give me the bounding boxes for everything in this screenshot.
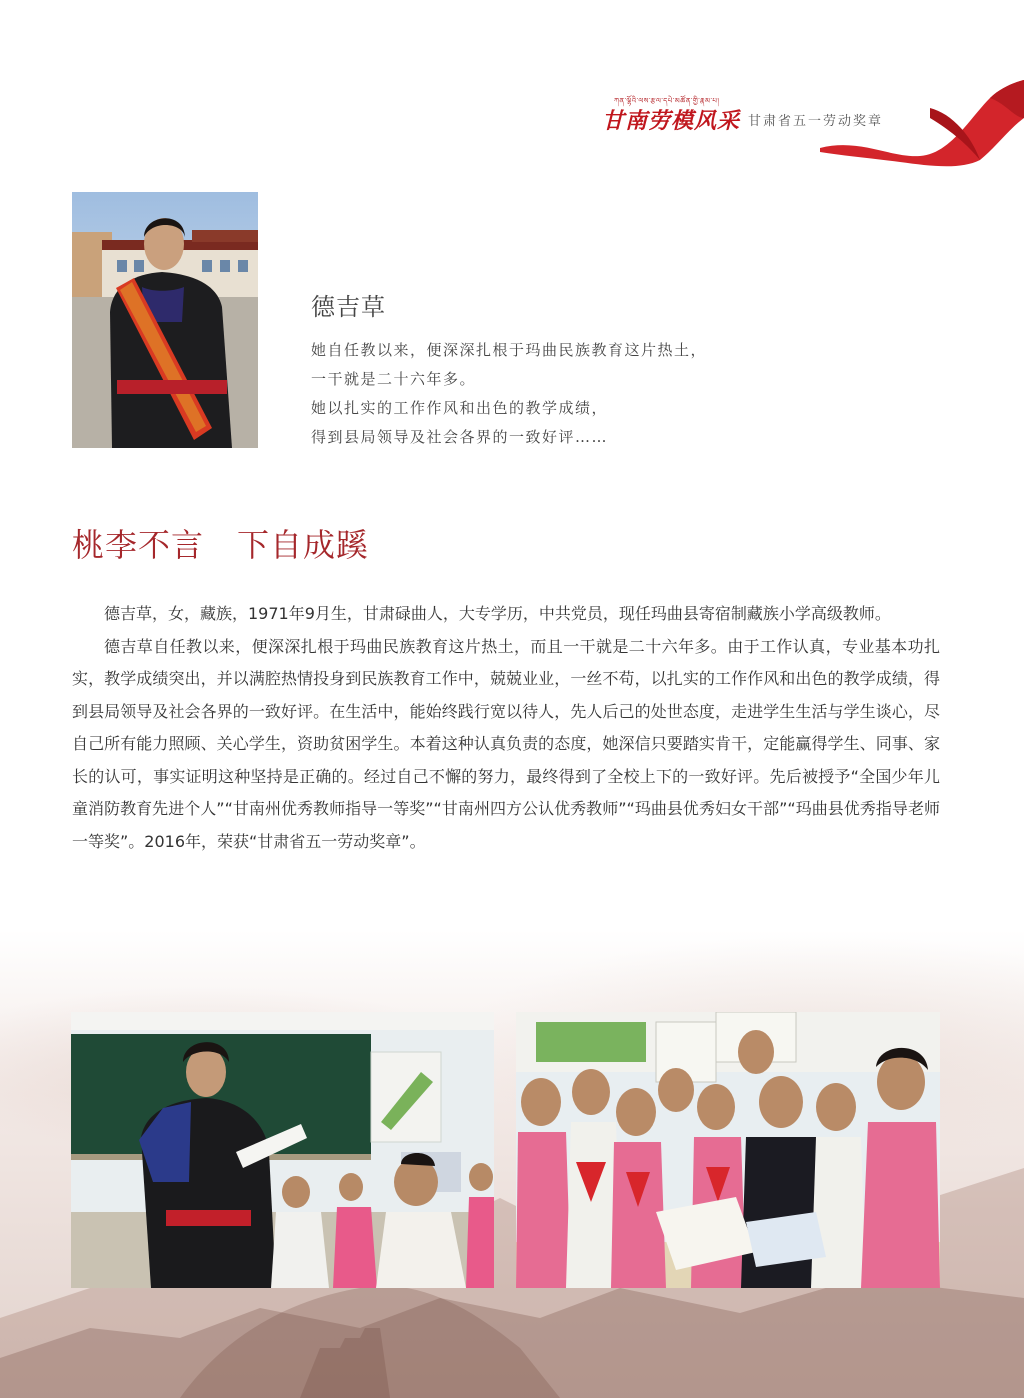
intro-summary [311, 336, 707, 452]
intro-line: 她以扎实的工作作风和出色的教学成绩， [311, 399, 609, 417]
body-paragraph: 德吉草自任教以来，便深深扎根于玛曲民族教育这片热土，而且一干就是二十六年多。由于工作认真，专业基本功扎实，教学成绩突出，并以满腔热情投身到民族教育工作中，兢兢业业，一丝不苟，以扎实的工作作风和出色的教学成绩，得到县局领导及社会各界的一致好评。在生活中，能始终践行宽以待人，先人后己的处世态度，走进学生生活与学生谈心，尽自己所有能力照顾、关心学生，资助贫困学生。本着这种认真负责的态度，她深信只要踏实肯干，定能赢得学生、同事、家长的认可，事实证明这种坚持是正确的。经过自己不懈的努力，最终得到了全校上下的一致好评。先后被授予“全国少年儿童消防教育先进个人”“甘南州优秀教师指导一等奖”“甘南州四方公认优秀教师”“玛曲县优秀妇女干部”“玛曲县优秀指导老师一等奖”。2016年，荣获“甘肃省五一劳动奖章”。 [72, 636, 940, 851]
award-subtitle: 甘肃省五一劳动奖章 [748, 114, 884, 129]
portrait-photo [72, 192, 258, 448]
intro-line: 得到县局领导及社会各界的一致好评…… [311, 428, 609, 446]
intro-name: 德吉草 [311, 293, 386, 321]
red-ribbon-decoration [820, 78, 1024, 168]
portrait-illustration [72, 192, 258, 448]
article-body [72, 598, 940, 858]
students-illustration [516, 1012, 940, 1288]
classroom-teaching-photo [71, 1012, 494, 1288]
tibetan-title: ཀན་ལྷོའི་ལས་རྩལ་དཔེ་མཚོན་གྱི་རྣམ་པ། [614, 97, 720, 105]
section-title: 桃李不言 下自成蹊 [72, 526, 370, 564]
body-paragraph: 德吉草，女，藏族，1971年9月生，甘肃碌曲人，大专学历，中共党员，现任玛曲县寄宿制藏族小学高级教师。 [104, 604, 891, 623]
brand-title: 甘南劳模风采 [602, 108, 741, 134]
intro-line: 她自任教以来，便深深扎根于玛曲民族教育这片热土， [311, 341, 708, 359]
intro-line: 一干就是二十六年多。 [311, 370, 477, 388]
classroom-illustration [71, 1012, 494, 1288]
students-reading-photo [516, 1012, 940, 1288]
